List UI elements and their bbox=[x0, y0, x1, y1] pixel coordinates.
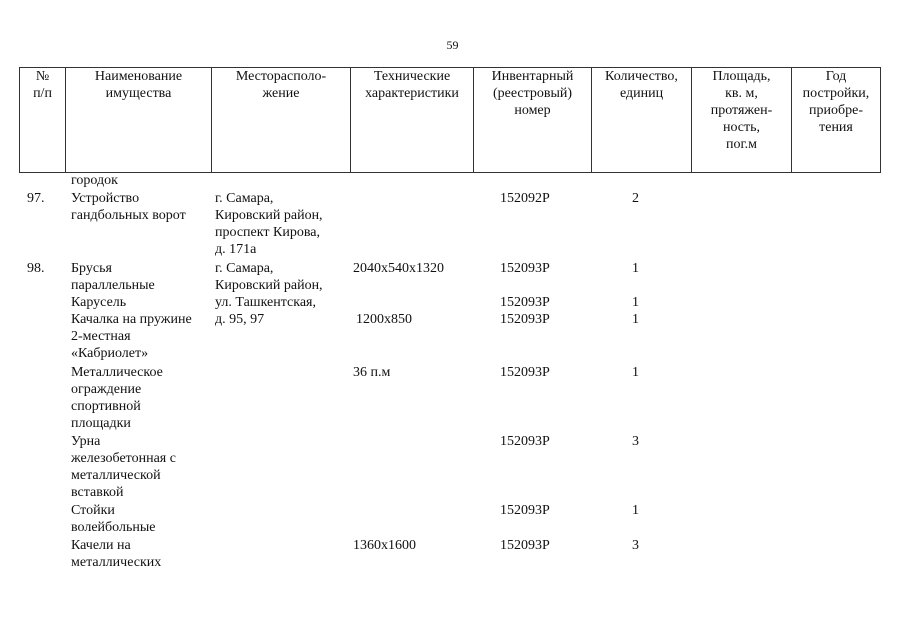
col-location: Месторасполо- жение bbox=[212, 68, 351, 173]
page-number: 59 bbox=[446, 38, 459, 52]
row-number: 97. bbox=[27, 191, 45, 206]
item-name: городок bbox=[71, 173, 118, 188]
row-number: 98. bbox=[27, 261, 45, 276]
item-tech: 36 п.м bbox=[353, 365, 391, 380]
item-quantity: 3 bbox=[632, 538, 639, 553]
item-name: Качели на металлических bbox=[71, 538, 162, 570]
item-inventory: 152093Р bbox=[500, 261, 550, 276]
col-year: Год постройки, приобре- тения bbox=[792, 68, 881, 173]
item-inventory: 152093Р bbox=[500, 365, 550, 380]
col-tech: Технические характеристики bbox=[351, 68, 474, 173]
col-inventory: Инвентарный (реестровый) номер bbox=[474, 68, 592, 173]
item-tech: 2040x540x1320 bbox=[353, 261, 444, 276]
item-quantity: 1 bbox=[632, 503, 639, 518]
item-location: г. Самара, Кировский район, проспект Кирова, д. 171а bbox=[215, 191, 323, 257]
col-area: Площадь, кв. м, протяжен- ность, пог.м bbox=[692, 68, 792, 173]
item-inventory: 152093Р bbox=[500, 295, 550, 310]
item-quantity: 1 bbox=[632, 365, 639, 380]
item-quantity: 3 bbox=[632, 434, 639, 449]
item-tech: 1200x850 bbox=[356, 312, 412, 327]
item-inventory: 152093Р bbox=[500, 538, 550, 553]
item-quantity: 1 bbox=[632, 261, 639, 276]
col-name: Наименование имущества bbox=[66, 68, 212, 173]
item-inventory: 152093Р bbox=[500, 503, 550, 518]
item-inventory: 152093Р bbox=[500, 434, 550, 449]
col-number: № п/п bbox=[20, 68, 66, 173]
item-quantity: 2 bbox=[632, 191, 639, 206]
item-location: г. Самара, Кировский район, ул. Ташкентская, д. 95, 97 bbox=[215, 261, 323, 327]
item-name: Металлическое ограждение спортивной площадки bbox=[71, 365, 163, 431]
table-header bbox=[19, 67, 881, 173]
item-name: Урна железобетонная с металлической вставкой bbox=[71, 434, 176, 500]
item-name: Карусель bbox=[71, 295, 127, 310]
col-quantity: Количество, единиц bbox=[592, 68, 692, 173]
item-name: Брусья параллельные bbox=[71, 261, 155, 293]
item-name: Стойки волейбольные bbox=[71, 503, 156, 535]
item-inventory: 152093Р bbox=[500, 312, 550, 327]
item-name: Качалка на пружине 2-местная «Кабриолет» bbox=[71, 312, 192, 361]
item-quantity: 1 bbox=[632, 295, 639, 310]
item-tech: 1360x1600 bbox=[353, 538, 416, 553]
item-quantity: 1 bbox=[632, 312, 639, 327]
item-inventory: 152092Р bbox=[500, 191, 550, 206]
item-name: Устройство гандбольных ворот bbox=[71, 191, 186, 223]
